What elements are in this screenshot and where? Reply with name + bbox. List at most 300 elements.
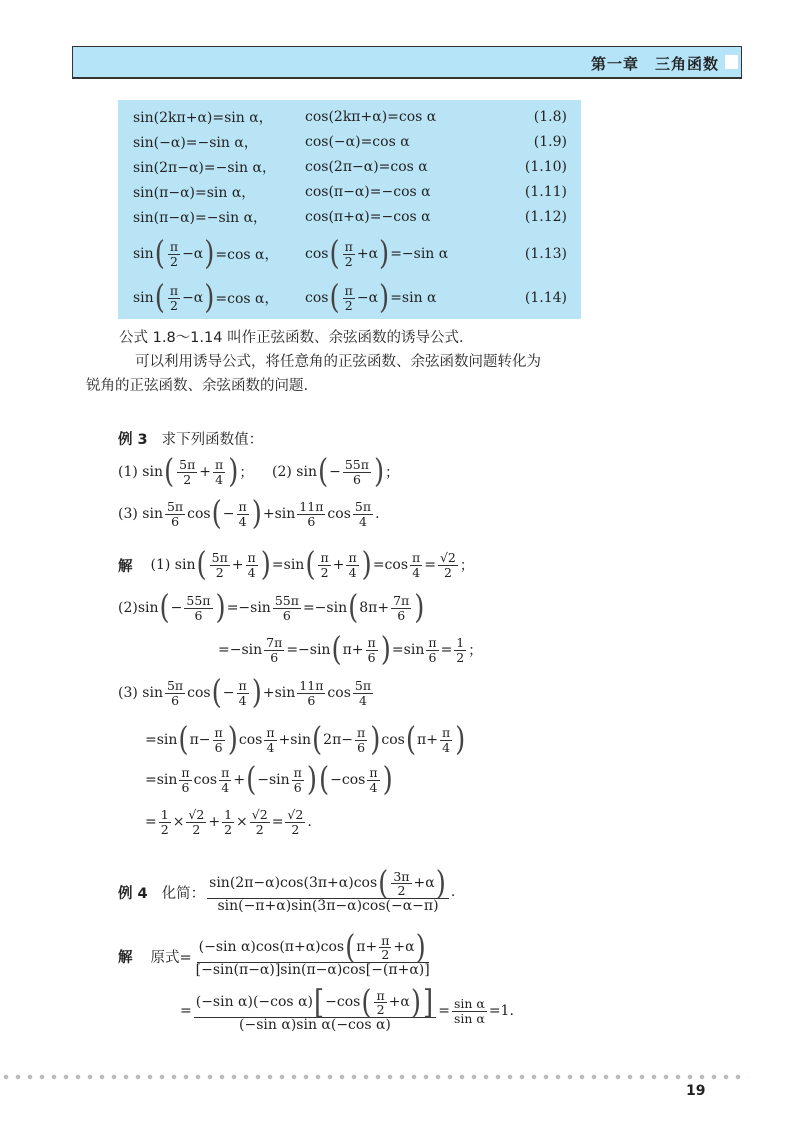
fraction [194,984,436,1034]
left-delimiter: ( [211,674,222,712]
left-delimiter: ( [405,721,416,759]
math-text: 4 [215,471,224,487]
right-delimiter: ) [228,453,239,491]
math-text: 2π− [323,732,353,748]
denominator [281,609,293,623]
numerator [318,551,330,566]
left-delimiter: ( [378,865,389,903]
fraction [184,594,212,623]
solution-3-step [145,760,394,800]
example-4-step-1 [192,929,434,979]
math-text: π [348,549,357,565]
math-text: sin(2π−α)cos(3π+α)cos [209,875,378,892]
denominator [180,781,192,795]
math-text: √2 [188,806,205,822]
math-text: 5π [354,498,372,514]
numerator [177,458,197,473]
math-text: 4 [369,779,378,795]
math-text: = [424,557,436,573]
right-delimiter: ) [204,235,215,273]
math-text: 7π [266,634,283,650]
formula-number: (1.14) [524,290,567,306]
math-text: 6 [352,471,361,487]
numerator [391,870,411,885]
left-delimiter: ( [178,721,189,759]
chapter-title: 第一章 三角函数 [590,55,719,73]
fraction [186,808,206,837]
math-text: π [293,764,302,780]
fraction [391,594,411,623]
denominator [395,609,407,623]
denominator [395,884,407,898]
math-text: π [266,724,275,740]
math-text: sin(2kπ+α)=sin α， [133,110,273,126]
fraction [353,679,373,708]
solution-label: 解 [118,558,133,575]
numerator [391,594,411,609]
math-text: 4 [221,779,230,795]
math-text: 2 [381,947,390,963]
example-4-solution-line [118,926,434,986]
math-text: 11π [299,498,324,514]
math-text: 6 [171,513,180,529]
math-text: cos [305,290,329,306]
math-text: π [169,238,179,254]
formula-cos [305,232,448,276]
left-delimiter: ( [348,589,359,627]
math-text: cos(2kπ+α)=cos α [305,109,437,125]
left-delimiter: ( [163,453,175,491]
denominator [367,781,379,795]
left-delimiter: ( [154,279,165,317]
fraction [237,500,249,529]
math-text: 6 [194,607,203,623]
denominator [169,694,181,708]
math-text: 8π+ [359,600,390,616]
math-text: = [438,1003,450,1019]
right-delimiter: ) [204,279,215,317]
numerator [454,636,466,651]
denominator [264,741,276,755]
numerator [343,284,355,299]
math-text: cos [327,506,351,522]
header-square-decoration [725,55,738,69]
math-text: π [214,724,223,740]
fraction [219,766,231,795]
math-text: (2) sin [272,464,317,480]
denominator [169,515,181,529]
math-text: = [180,1003,192,1019]
math-text: [−sin(π−α)]sin(π−α)cos[−(π+α)] [195,962,430,979]
formula-number: (1.12) [524,209,567,225]
fraction [177,458,197,487]
math-text: sin(π−α)=sin α， [133,185,256,201]
math-text: π [238,677,247,693]
math-text: =sin [271,557,305,573]
denominator [219,781,231,795]
math-text: 5π [354,677,372,693]
fraction [452,997,487,1026]
math-text: π [221,764,230,780]
math-text: π− [189,732,211,748]
induction-formula-box [118,100,581,319]
example-prompt: 求下列函数值： [161,431,264,448]
math-text: +α [356,246,379,262]
fraction [367,766,379,795]
denominator [194,963,432,978]
math-text: 4 [266,739,275,755]
numerator [264,636,284,651]
right-delimiter: ) [414,589,425,627]
formula-number: (1.8) [533,109,567,125]
formula-number: (1.10) [524,159,567,175]
denominator [440,741,452,755]
right-delimiter: ) [227,721,238,759]
numerator [353,679,373,694]
footer-dotted-divider [0,1074,748,1080]
math-text: 3π [393,868,410,884]
denominator [214,566,226,580]
denominator [246,566,258,580]
numerator [343,458,371,473]
numerator [168,240,180,255]
formula-cos [305,153,428,181]
math-text: π [428,634,437,650]
left-delimiter: ( [331,631,342,669]
numerator [410,551,422,566]
math-text: = [145,814,157,830]
math-text: 2 [397,883,406,899]
fraction [237,679,249,708]
fraction [438,551,458,580]
math-text: cos(π−α)=−cos α [305,184,431,200]
math-text: 4 [238,513,247,529]
denominator [213,741,225,755]
math-text: sin [133,246,154,262]
solution-3-line [118,673,375,713]
left-delimiter: ( [246,761,257,799]
right-delimiter: ) [379,235,390,273]
math-text: −sin [257,772,290,788]
denominator [343,255,355,269]
chapter-header-bar [72,46,742,79]
math-text: × [172,814,185,830]
math-text: 2 [291,821,300,837]
math-text: 7π [393,592,410,608]
math-text: + [233,772,246,788]
right-delimiter: ) [415,929,426,967]
math-text: π [367,634,376,650]
formula-sin [133,203,267,231]
formula-cos [305,203,431,231]
solution-1-line [118,545,474,585]
solution-3-step [145,720,466,760]
numerator [379,934,391,949]
denominator [289,823,301,837]
solution-2-line [118,588,425,628]
left-delimiter: ( [305,546,316,584]
denominator [351,473,363,487]
math-text: =sin [145,772,178,788]
math-text: 2 [169,253,178,269]
formula-sin [133,103,273,131]
math-text: cos [187,685,211,701]
denominator [347,566,359,580]
math-text: 6 [270,649,279,665]
math-text: sin(−π+α)sin(3π−α)cos(−α−π) [217,898,439,915]
math-text: 6 [307,692,316,708]
math-text: × [236,814,248,830]
math-text: 2 [183,471,192,487]
math-text: =sin [145,732,178,748]
denominator [168,255,180,269]
formula-cos [305,128,410,156]
denominator [355,741,367,755]
numerator [159,808,171,823]
math-text: 11π [299,677,324,693]
original-expression-label: 原式= [150,949,192,966]
right-delimiter: ] [423,984,434,1022]
math-text: + [199,464,212,480]
fraction [292,766,304,795]
denominator [357,515,369,529]
denominator [357,694,369,708]
math-text: 2 [376,1002,385,1018]
denominator [366,651,378,665]
denominator [292,781,304,795]
math-text: (3) sin [118,685,163,701]
left-delimiter: ( [196,546,207,584]
denominator [254,823,266,837]
math-text: cos [238,732,263,748]
math-text: sin(π−α)=−sin α， [133,210,268,226]
right-delimiter: ) [251,495,262,533]
denominator [454,651,466,665]
math-text: cos(π+α)=−cos α [305,209,431,225]
fraction [210,551,230,580]
denominator [268,651,280,665]
numerator [426,636,438,651]
math-text: +α [413,875,435,892]
math-text: π [169,282,179,298]
example-label: 例 3 [118,431,148,448]
math-text: −cos [330,772,366,788]
math-text: π+ [342,642,364,658]
numerator [285,808,305,823]
math-text: =−sin [286,642,331,658]
numerator [346,551,358,566]
numerator [292,766,304,781]
numerator [207,865,449,903]
math-text: (1) sin [150,557,196,573]
math-text: −cos [325,994,361,1011]
fraction [285,808,305,837]
fraction [379,934,391,963]
math-text: 6 [367,649,376,665]
math-text: =−sin [226,600,271,616]
fraction [264,636,284,665]
right-delimiter: ) [380,631,391,669]
math-text: (2)sin [118,600,159,616]
math-text: =−sin α [390,246,449,262]
denominator [215,899,440,914]
math-text: =cos α， [215,291,279,307]
numerator [165,679,185,694]
denominator [159,823,171,837]
numerator [353,500,373,515]
fraction [207,865,449,915]
math-text: ； [385,465,400,481]
math-text: (3) sin [118,506,163,522]
numerator [297,679,325,694]
math-text: 2 [169,297,178,313]
math-text: − [222,685,235,701]
math-text: π [247,549,256,565]
math-text: −α [356,290,379,306]
math-text: cos(2π−α)=cos α [305,159,428,175]
math-text: √2 [287,806,304,822]
math-text: = [271,814,284,830]
math-text: π+ [356,939,378,956]
math-text: (−sin α)sin α(−cos α) [239,1017,391,1034]
denominator [168,299,180,313]
fraction [366,636,378,665]
denominator [237,694,249,708]
numerator [297,500,325,515]
math-text: (−sin α)cos(π+α)cos [198,939,345,956]
math-text: +α [393,939,415,956]
numerator [194,984,436,1022]
solution-1 [150,546,474,584]
example-4-step-2 [180,983,514,1039]
math-text: sin(−α)=−sin α， [133,135,258,151]
left-delimiter: ( [159,589,170,627]
fraction [426,636,438,665]
fraction [246,551,258,580]
math-text: sin α [453,1010,485,1026]
formula-sin [133,178,255,206]
math-text: 6 [214,739,223,755]
math-text: 4 [359,692,367,708]
fraction [168,284,180,313]
math-text: . [450,883,456,900]
numerator [186,808,206,823]
page-number: 19 [686,1083,706,1099]
math-text: (−sin α)(−cos α) [195,994,313,1011]
right-delimiter: ) [455,721,466,759]
math-text: +sin [278,732,311,748]
fraction [355,726,367,755]
denominator [375,1003,387,1017]
denominator [452,1012,487,1026]
math-text: 6 [307,513,316,529]
numerator [219,766,231,781]
formula-sin [133,153,276,181]
right-delimiter: ) [435,865,446,903]
formula-sin [133,276,279,320]
math-text: 2 [344,253,353,269]
math-text: 6 [357,739,366,755]
fraction [454,636,466,665]
numerator [355,726,367,741]
fraction [440,726,452,755]
question-3 [118,494,380,534]
fraction [353,500,373,529]
math-text: √2 [251,806,268,822]
math-text: cos [381,732,405,748]
fraction [165,679,185,708]
math-text: 6 [293,779,302,795]
left-delimiter: ( [329,279,340,317]
math-text: 2 [192,821,201,837]
paragraph-line: 公式 1.8～1.14 叫作正弦函数、余弦函数的诱导公式. [119,329,464,346]
math-text: 4 [348,564,357,580]
denominator [410,566,422,580]
math-text: (1) sin [118,464,163,480]
math-text: 4 [238,692,247,708]
fraction [213,726,225,755]
fraction [222,808,234,837]
math-text: =1. [488,1003,514,1019]
left-delimiter: [ [313,984,325,1022]
math-text: . [375,506,380,522]
numerator [264,726,276,741]
math-text: cos [327,685,351,701]
left-delimiter: ( [154,235,165,273]
fraction [273,594,301,623]
fraction [346,551,358,580]
example-prompt: 化简： [161,885,206,902]
math-text: 55π [186,592,211,608]
math-text: 1 [224,806,233,822]
fraction [297,500,325,529]
math-text: 2 [215,564,224,580]
fraction [159,808,171,837]
numerator [438,551,458,566]
math-text: =cos [372,557,408,573]
formula-number: (1.13) [524,246,567,262]
fraction [343,458,371,487]
numerator [213,726,225,741]
math-text: 1 [456,634,465,650]
math-text: 6 [397,607,406,623]
math-text: =sin α [390,290,437,306]
right-delimiter: ) [251,674,262,712]
right-delimiter: ) [410,984,422,1022]
numerator [440,726,452,741]
math-text: +sin [262,506,296,522]
math-text: cos [187,506,211,522]
right-delimiter: ) [361,546,372,584]
math-text: π [320,549,329,565]
denominator [190,823,202,837]
right-delimiter: ) [370,721,381,759]
formula-cos [305,178,431,206]
numerator [343,240,355,255]
math-text: − [329,464,341,480]
math-text: + [332,557,345,573]
left-delimiter: ( [312,721,323,759]
math-text: −α [182,246,204,262]
denominator [213,473,225,487]
fraction [343,240,355,269]
formula-cos [305,103,436,131]
math-text: π [412,549,421,565]
math-text: 2 [255,821,264,837]
numerator [184,594,212,609]
numerator [273,594,301,609]
math-text: =sin [391,642,425,658]
